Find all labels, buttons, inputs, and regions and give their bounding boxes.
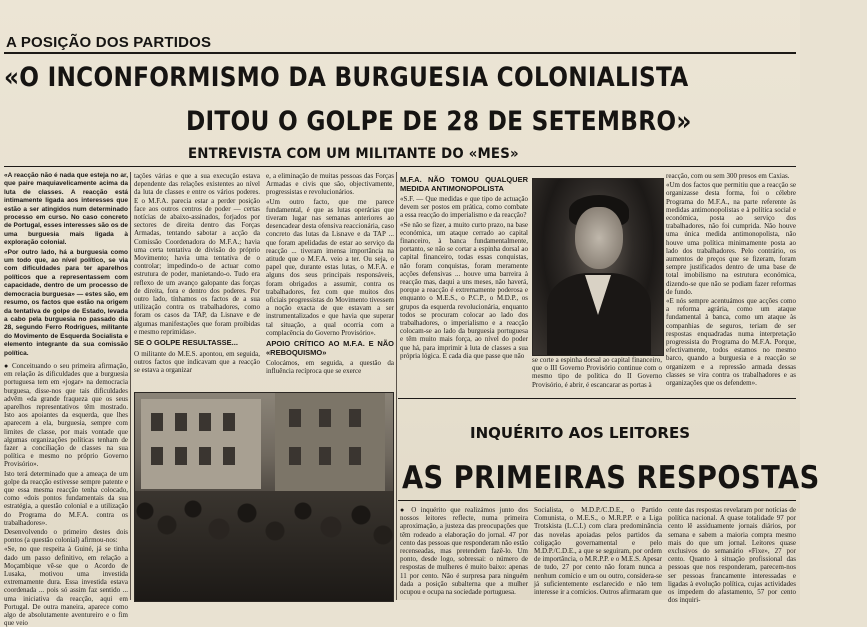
section-heading: M.F.A. NÃO TOMOU QUALQUER MEDIDA ANTIMONOPOLISTA <box>400 175 528 193</box>
article-column-4 <box>400 176 528 390</box>
body-paragraph: «Um dos factos que permitiu que a reacção se organizasse desta forma, foi o célebre Programa do M.F.A., na parte referente às medidas antimonopolistas e à política social e económica, posta ao serviço dos trabalhadores, não foi cumprida. Não houve uma única medida antimonopolista, não houve uma política minimamente posta ao lado dos trabalhadores. Pelo contrário, os aumentos de preços que se fizeram, foram sempre justificados dentro de uma base de total imobilismo na estrutura económica, dizendo-se que não se podiam fazer reformas de fundo. <box>666 181 796 296</box>
body-paragraph: ● Conceituando o seu primeira afirmação, em relação às dificuldades que a burguesia portuguesa tem em «jogar» na democracia burguesa, disse-nos que tais dificuldades advêm «da grande fraqueza que os seus aparelhos representativos têm mostrado. Isto aos apoiantes da esquerda, que lhes aparecem a ela, burguesia, sempre com limites de classe, por mais vontade que algumas organizações políticas tenham de fazer a conciliação de classes na sua política e mesmo no próprio Governo Provisório». <box>4 361 128 469</box>
bullet-icon: ● <box>4 361 12 370</box>
section-kicker: A POSIÇÃO DOS PARTIDOS <box>6 34 212 51</box>
headline-line-2: DITOU O GOLPE DE 28 DE SETEMBRO» <box>186 106 692 137</box>
headline-line-1: «O INCONFORMISMO DA BURGUESIA COLONIALISTA <box>4 62 689 93</box>
section-heading: SE O GOLPE RESULTASSE... <box>134 338 238 348</box>
body-paragraph: cente das respostas revelaram por notícias de política nacional. A quase totalidade 97 por cento lê assiduamente jornais diários, por semana e sabem a maioria compra mesmo mais do que um jornal. Leitores quase exclusivos do semanário «Fixe», 27 por cento. Quanto à situação profissional das pessoas que nos responderam, parecem-nos ser pessoas francamente interessadas e ligadas à evolução política, cujas actividades os impedem do afastamento, 57 por cento dos inquiri- <box>668 506 796 605</box>
column-divider <box>396 172 397 600</box>
body-paragraph: Desenvolvendo o primeiro destes dois pontos (a questão colonial) afirmou-nos: <box>4 528 128 545</box>
militant-portrait-photo <box>532 178 664 356</box>
column-divider <box>130 172 131 600</box>
article-column-1 <box>4 172 128 627</box>
body-paragraph: se corte a espinha dorsal ao capital financeiro, que o III Governo Provisório continue com o mesmo tipo de política do II Governo Provisório, é abrir, é escancarar as portas à <box>532 356 662 389</box>
body-paragraph: Socialista, o M.D.P./C.D.E., o Partido Comunista, o M.E.S., o M.R.P.P. e a Liga Trotskista (L.C.I.) com clara predominância das novelas apoiadas pelos partidos da coligação governamental e pelo M.D.P./C.D.E., a que se seguiram, por ordem de importância, o M.R.P.P. e o M.E.S. Apesar de tudo, 27 por cento não foram nunca a nenhum comício e um ou outro, considera-se já suficientemente esclarecido e não tem interesse ir a comícios. Outros afirmaram que <box>534 506 662 597</box>
article-column-2 <box>134 172 260 390</box>
body-paragraph: «Um outro facto, que me parece fundamental, é que as lutas operárias que tiveram lugar nas semanas anteriores ao desencadear desta ofensiva reaccionária, caso concreto das lutas da Lisnave e da TAP ... que foram apelidadas de estar ao serviço da reacção ... tiveram imensa importância na atitude que o M.F.A. veio a ter. Ou seja, o papel que, durante estas lutas, o M.F.A. e alguns dos seus principais responsáveis, foram obrigados a assumir, contra os trabalhadores, fez com que muitos dos oficiais progressistas do Movimento tivessem a noção exacta de que estavam a ser instrumentalizados e que havia que superar tal situação, a qual ocorria com a complacência do Governo Provisório». <box>266 197 394 337</box>
body-paragraph: tações várias e que a sua execução estava dependente das relações existentes ao nível da luta de classes e entre os vários poderes. E o M.F.A. parecia estar a perder posição face aos outros centros de poder — certas notícias de abaixo-assinados, forjados por sectores de direita dentro das Forças Armadas, tentando sabotar a acção da Comissão Coordenadora do M.F.A.; havia uma certa tentativa de divisão do próprio Movimento; havia uma tentativa de o controlar; impedindo-o de actuar como estrutura de poder, manietando-o. Tudo era reflexo de um avanço galopante das forças de direita, fora e dentro dos poderes. Por outro lado, tínhamos os factos de a sua utilização contra os trabalhadores, como foram os casos da TAP, da Lisnave e de algumas manifestações que foram proibidas e mesmo reprimidas». <box>134 172 260 336</box>
inquiry-kicker: INQUÉRITO AOS LEITORES <box>470 424 691 442</box>
body-paragraph: «Se não se fizer, a muito curto prazo, na base económica, um ataque cerrado ao capital financeiro, à banca fundamentalmente, portanto, se não se cortar a espinha dorsal ao capital financeiro, todas essas conquistas, não foram conquistas, foram meramente acções defensivas ... houve uma barreira à reacção mas, daqui a uns meses, não haverá, porque a reacção é extremamente poderosa e enquanto o M.E.S., o P.C.P., o M.D.P., os grupos da esquerda revolucionária, enquanto todos se procuram colocar ao lado dos trabalhadores, o imperialismo e a reacção colocam-se ao lado da burguesia portuguesa e têm muito mais força, ao nível do poder que há, para imprimir à luta de classes a sua própria lógica. E cada dia que passe que não <box>400 220 528 360</box>
body-paragraph: Colocámos, em seguida, a questão da influência recíproca que se exerce <box>266 359 394 376</box>
inquiry-headline: AS PRIMEIRAS RESPOSTAS <box>402 460 820 496</box>
lead-paragraph-2: «Por outro lado, há a burguesia como um todo que, ao nível político, se via com dificuldades para ter aparelhos políticos que a representassem com capacidade, dentro de um processo de democracia burguesa» — estes são, em resumo, os factos que estão na origem da tentativa de golpe de Estado, levada a cabo pela burguesia no passado dia 28, segundo Ferro Rodrigues, militante do Movimento de Esquerda Socialista e elemento integrante da sua comissão política. <box>4 248 128 357</box>
lead-paragraph-1: «A reacção não é nada que esteja no ar, que paire maquiavelicamente acima da luta de classes. A reacção está intimamente ligada aos interesses que estão a ser atingidos num determinado processo em curso. No caso concreto de Portugal, esses interesses são os de uma burguesia mais ligada à exploração colonial. <box>4 172 128 247</box>
inquiry-column-3 <box>668 506 796 605</box>
body-paragraph: «Se, no que respeita à Guiné, já se tinha dado um passo definitivo, em relação a Moçambique vê-se que o Acordo de Lusaka, motivou uma investida extremamente dura. Essa investida estava coordenada ... pois só assim faz sentido ... uma iniciativa da reacção, aqui em Portugal. De outra maneira, aparece como algo de absolutamente aventureiro e o fim que veio <box>4 545 128 627</box>
body-paragraph: «S.F. — Que medidas e que tipo de actuação devem ser postos em prática, como combate a essa reacção do imperialismo e da reacção? <box>400 195 528 220</box>
article-subtitle: ENTREVISTA COM UM MILITANTE DO «MES» <box>188 146 519 162</box>
section-heading: APOIO CRÍTICO AO M.F.A. E NÃO «REBOQUISMO» <box>266 339 394 357</box>
inquiry-column-1 <box>400 506 528 600</box>
inquiry-top-rule <box>398 398 796 399</box>
headline-rule <box>4 166 796 167</box>
bullet-icon: ● <box>400 506 412 514</box>
article-column-5 <box>666 172 796 394</box>
body-paragraph: «E nós sempre acentuámos que acções como a reforma agrária, como um ataque fundamental à banca, como um ataque às companhias de seguros, teriam de ser respostas enquadradas numa interpretação progressista do Programa do M.F.A. Porque, efectivamente, todos estamos no mesmo barco, quando a burguesia e a reacção se organizem e a repressão armada dessas classes se vira contra os trabalhadores e as organizações que os defendem». <box>666 297 796 388</box>
body-paragraph: Isto terá determinado que a ameaça de um golpe da reacção estivesse sempre patente e que essa mesma reacção tenha colocado, como «dois pontos fundamentais da sua estratégia, a questão colonial e a utilização do Programa do M.F.A. contra os trabalhadores». <box>4 469 128 527</box>
inquiry-column-2 <box>534 506 662 600</box>
body-paragraph: ● O inquérito que realizámos junto dos nossos leitores reflecte, numa primeira aproximação, a justeza das preocupações que têm rodeado a elaboração do jornal. 47 por cento das pessoas que responderam não estão recenseadas, mas pretendem fazê-lo. Um ponto, desde logo, sobressai: o número de respostas de mulheres é muito baixo: apenas 11 por cento. Não é surpresa para ninguém dada a posição subalterna que a mulher ocupou e ocupa na sociedade portuguesa. <box>400 506 528 597</box>
body-paragraph: e, a eliminação de muitas pessoas das Forças Armadas e civis que são, objectivamente, progressistas e revolucionários. <box>266 172 394 197</box>
kicker-rule <box>4 52 796 54</box>
article-column-4-continued <box>532 356 662 392</box>
article-column-3 <box>266 172 394 390</box>
body-paragraph: reacção, com ou sem 300 presos em Caxias. <box>666 172 790 180</box>
inquiry-headline-rule <box>398 500 796 501</box>
crowd-demonstration-photo <box>134 392 394 602</box>
body-paragraph: O militante do M.E.S. apontou, em seguida, outros factos que indicavam que a reacção se estava a organizar <box>134 349 260 374</box>
